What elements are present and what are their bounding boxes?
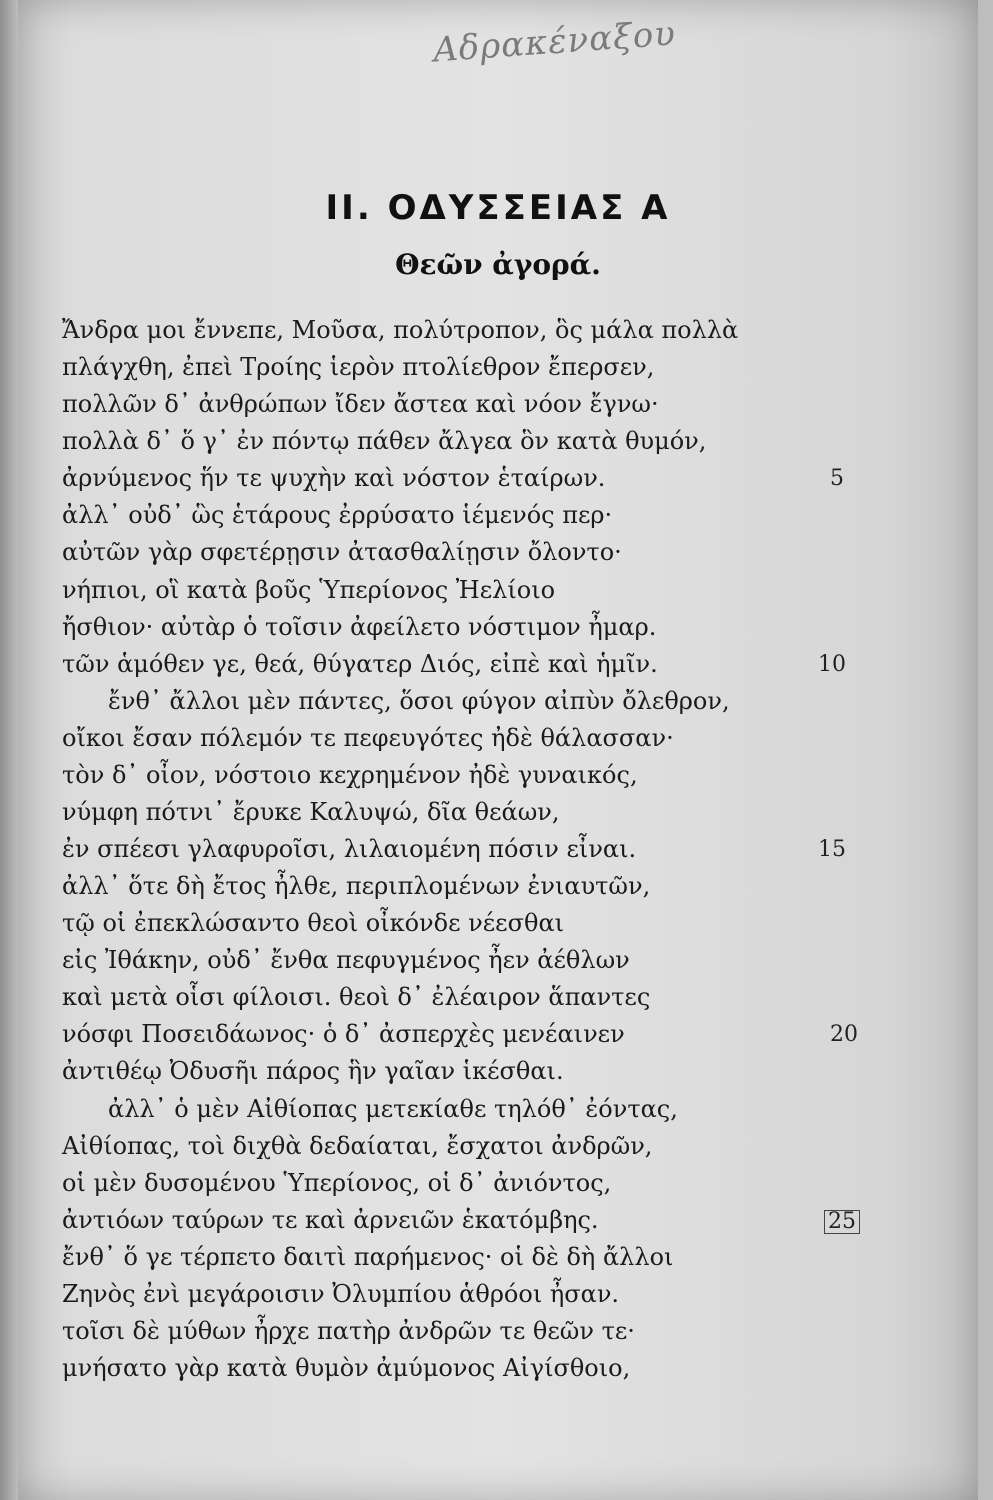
verse-line: ἐν σπέεσι γλαφυροῖσι, λιλαιομένη πόσιν εἶναι. (62, 835, 637, 863)
verse-line: μνήσατο γὰρ κατὰ θυμὸν ἀμύμονος Αἰγίσθοιο, (62, 1354, 631, 1382)
verse-line: τῶν ἁμόθεν γε, θεά, θύγατερ Διός, εἰπὲ καὶ ἡμῖν. (62, 649, 658, 678)
verse-line: νόσφι Ποσειδάωνος· ὁ δ᾽ ἀσπερχὲς μενέαινεν (62, 1020, 625, 1049)
verse-line: νήπιοι, οἳ κατὰ βοῦς Ὑπερίονος Ἠελίοιο (62, 575, 556, 604)
line-number: 15 (818, 837, 846, 862)
verse-line: τῷ οἱ ἐπεκλώσαντο θεοὶ οἶκόνδε νέεσθαι (62, 909, 565, 938)
chapter-title: ΙΙ. ΟΔΥΣΣΕΙΑΣ Α (325, 188, 671, 228)
verse-line: οἱ μὲν δυσομένου Ὑπερίονος, οἱ δ᾽ ἀνιόντος, (62, 1168, 612, 1197)
verse-line: τὸν δ᾽ οἶον, νόστοιο κεχρημένον ἠδὲ γυναικός, (62, 760, 638, 789)
verse-line: ἔνθ᾽ ἄλλοι μὲν πάντες, ὅσοι φύγον αἰπὺν ὄλεθρον, (108, 686, 730, 715)
verse-line: πολλὰ δ᾽ ὅ γ᾽ ἐν πόντῳ πάθεν ἄλγεα ὃν κατὰ θυμόν, (62, 427, 707, 456)
verse-line: ἀντιθέῳ Ὀδυσῆι πάρος ἣν γαῖαν ἱκέσθαι. (62, 1057, 564, 1086)
verse-line: ἀλλ᾽ οὐδ᾽ ὣς ἑτάρους ἐρρύσατο ἱέμενός περ· (62, 501, 613, 530)
line-number: 10 (818, 651, 846, 677)
line-number: 20 (830, 1022, 858, 1048)
verse-line: ἀλλ᾽ ὅτε δὴ ἔτος ἦλθε, περιπλομένων ἐνιαυτῶν, (62, 872, 651, 901)
verse-line: ἀρνύμενος ἥν τε ψυχὴν καὶ νόστον ἑταίρων. (62, 464, 606, 493)
verse-line: ἀντιόων ταύρων τε καὶ ἀρνειῶν ἑκατόμβης. (62, 1205, 599, 1234)
handwritten-note-text: Αδρακέναξου (431, 13, 678, 71)
verse-line: ἤσθιον· αὐτὰρ ὁ τοῖσιν ἀφείλετο νόστιμον ἦμαρ. (62, 612, 657, 641)
verse-line: πολλῶν δ᾽ ἀνθρώπων ἴδεν ἄστεα καὶ νόον ἔγνω· (62, 390, 659, 419)
verse-line: αὐτῶν γὰρ σφετέρῃσιν ἀτασθαλίῃσιν ὄλοντο· (62, 538, 622, 567)
line-number: 5 (830, 466, 844, 492)
verse-line: Ἄνδρα μοι ἔννεπε, Μοῦσα, πολύτροπον, ὃς μάλα πολλὰ (62, 316, 739, 344)
verse-line: πλάγχθη, ἐπεὶ Τροίης ἱερὸν πτολίεθρον ἔπερσεν, (62, 353, 655, 382)
verse-line: ἀλλ᾽ ὁ μὲν Αἰθίοπας μετεκίαθε τηλόθ᾽ ἐόντας, (108, 1094, 678, 1123)
book-page (18, 0, 978, 1500)
verse-block (18, 0, 978, 1500)
verse-line: Ζηνὸς ἐνὶ μεγάροισιν Ὀλυμπίου ἁθρόοι ἦσαν. (62, 1279, 620, 1308)
verse-line: ἔνθ᾽ ὅ γε τέρπετο δαιτὶ παρήμενος· οἱ δὲ δὴ ἄλλοι (62, 1242, 674, 1271)
verse-line: τοῖσι δὲ μύθων ἦρχε πατὴρ ἀνδρῶν τε θεῶν τε· (62, 1316, 635, 1345)
chapter-subtitle: Θεῶν ἀγορά. (395, 248, 601, 281)
verse-line: εἰς Ἰθάκην, οὐδ᾽ ἔνθα πεφυγμένος ἦεν ἀέθλων (62, 946, 630, 975)
verse-line: οἴκοι ἔσαν πόλεμόν τε πεφευγότες ἠδὲ θάλασσαν· (62, 723, 674, 752)
verse-line: καὶ μετὰ οἷσι φίλοισι. θεοὶ δ᾽ ἐλέαιρον ἅπαντες (62, 983, 651, 1012)
verse-line: Αἰθίοπας, τοὶ διχθὰ δεδαίαται, ἔσχατοι ἀνδρῶν, (62, 1131, 653, 1160)
verse-line: νύμφη πότνι᾽ ἔρυκε Καλυψώ, δῖα θεάων, (62, 797, 560, 826)
line-number: 25 (824, 1210, 860, 1234)
